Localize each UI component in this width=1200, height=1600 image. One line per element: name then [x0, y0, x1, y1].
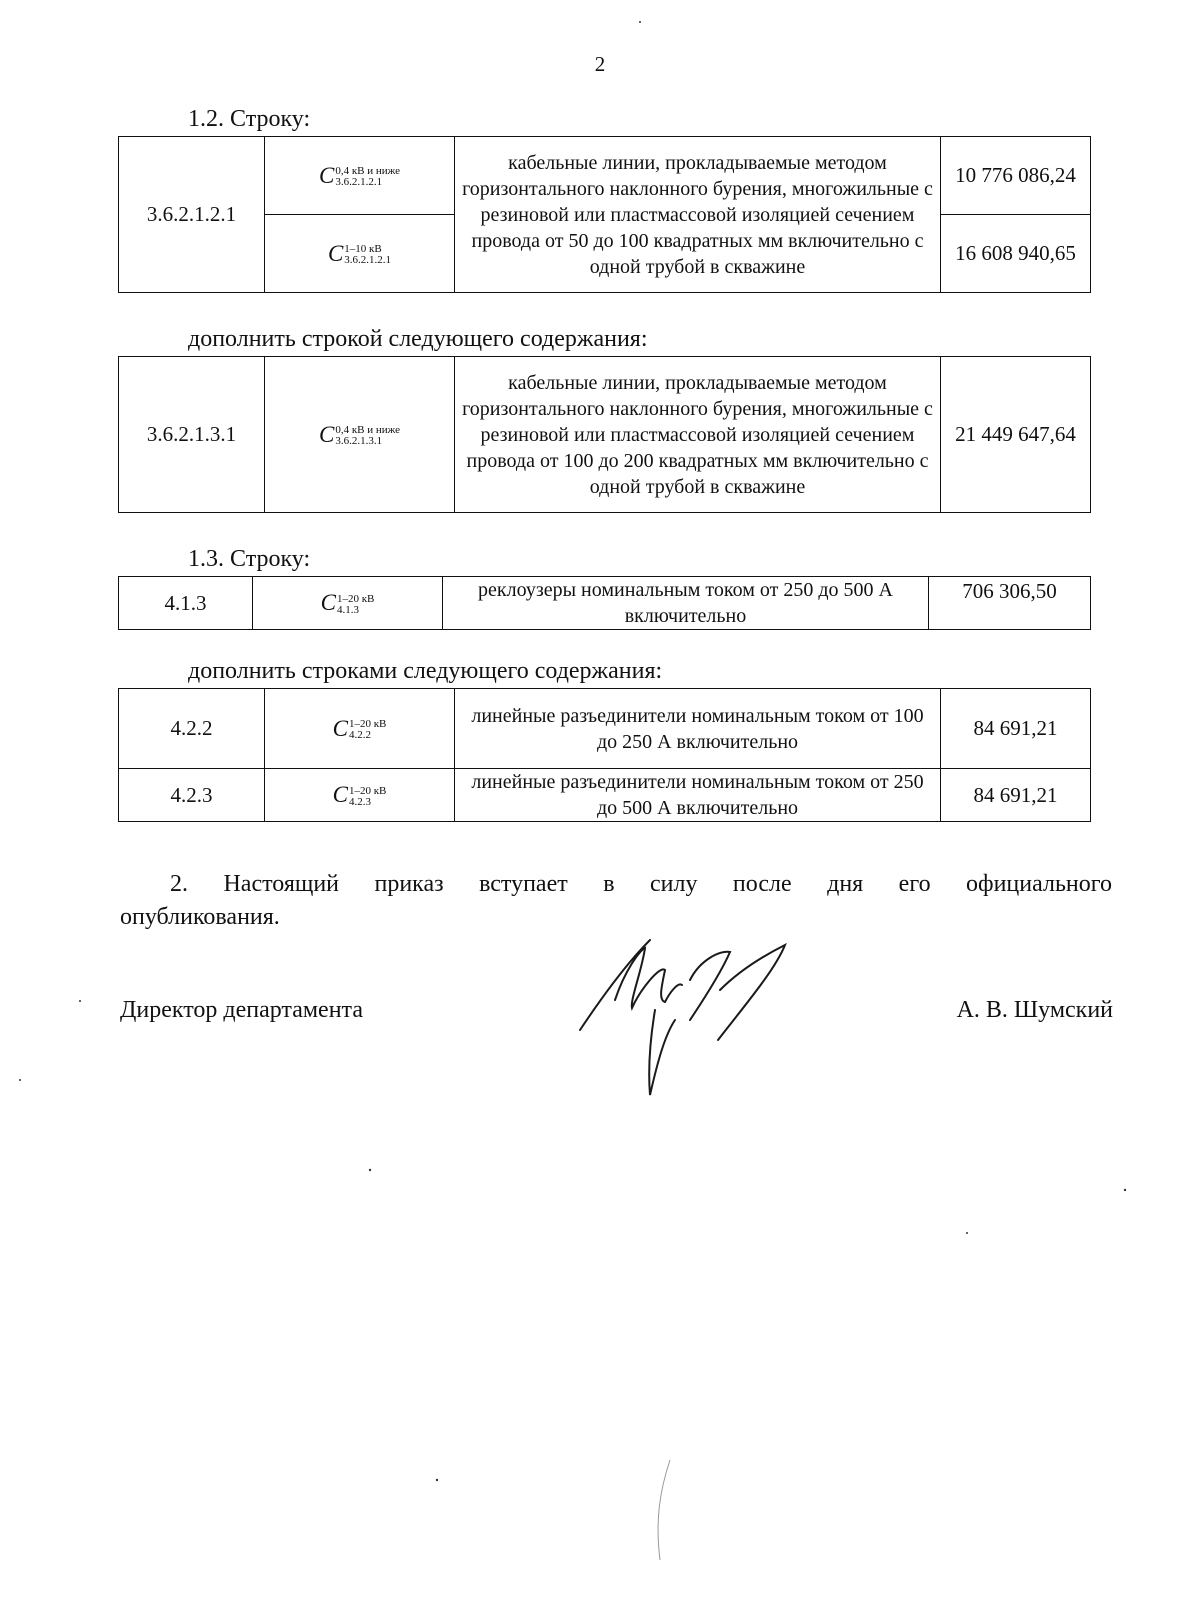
table-cell-description: кабельные линии, прокладываемые методом горизонтального наклонного бурения, многожильные с резиновой или пластмассовой изоляцией сечением провода от 100 до 200 квадратных мм включительно с одной трубой в скважине: [455, 357, 941, 513]
addition-1-label: дополнить строкой следующего содержания:: [188, 326, 648, 352]
table-cell-description: кабельные линии, прокладываемые методом горизонтального наклонного бурения, многожильные с резиновой или пластмассовой изоляцией сечением провода от 50 до 100 квадратных мм включительно с одной трубой в скважине: [455, 137, 941, 293]
table-cell-code: 4.2.3: [119, 769, 265, 822]
signatory-name: А. В. Шумский: [956, 997, 1113, 1023]
page-number: 2: [594, 52, 606, 76]
rate-symbol: C 1–20 кВ 4.1.3: [253, 577, 443, 630]
paragraph-2-line-2: опубликования.: [120, 904, 280, 930]
rate-symbol: C 1–20 кВ 4.2.3: [265, 769, 455, 822]
table-cell-price: 84 691,21: [941, 769, 1091, 822]
table-cell-code: 4.2.2: [119, 689, 265, 769]
table-cell-description: линейные разъединители номинальным током от 100 до 250 А включительно: [455, 689, 941, 769]
paragraph-2-line-1: 2. Настоящий приказ вступает в силу после дня его официального: [170, 871, 1112, 897]
table-cell-price: 16 608 940,65: [941, 215, 1091, 293]
section-1-3-label: 1.3. Строку:: [188, 546, 311, 572]
rate-symbol: C 0,4 кВ и ниже 3.6.2.1.2.1: [265, 137, 455, 215]
table-cell-code: 4.1.3: [119, 577, 253, 630]
table-cell-price: 84 691,21: [941, 689, 1091, 769]
rate-symbol: C 1–10 кВ 3.6.2.1.2.1: [265, 215, 455, 293]
section-1-2-label: 1.2. Строку:: [188, 106, 311, 132]
rate-symbol: C 0,4 кВ и ниже 3.6.2.1.3.1: [265, 357, 455, 513]
table-cell-price: 21 449 647,64: [941, 357, 1091, 513]
table-cell-description: реклоузеры номинальным током от 250 до 500 А включительно: [443, 577, 929, 630]
addition-2-label: дополнить строками следующего содержания:: [188, 658, 663, 684]
table-cell-code: 3.6.2.1.2.1: [119, 137, 265, 293]
table-cell-price: 10 776 086,24: [941, 137, 1091, 215]
signatory-title: Директор департамента: [120, 997, 363, 1023]
table-cell-price: 706 306,50: [929, 577, 1091, 630]
table-cell-code: 3.6.2.1.3.1: [119, 357, 265, 513]
table-cell-description: линейные разъединители номинальным током от 250 до 500 А включительно: [455, 769, 941, 822]
rate-symbol: C 1–20 кВ 4.2.2: [265, 689, 455, 769]
